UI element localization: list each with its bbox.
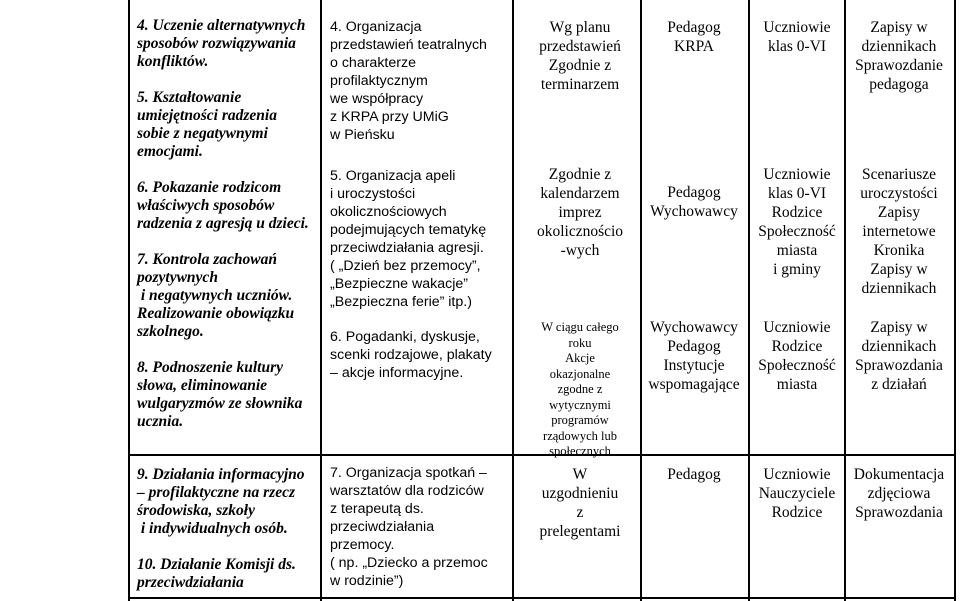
table-border-left (128, 0, 130, 601)
deadline-task-4: Wg planu przedstawień Zgodnie z terminarzem (539, 19, 621, 93)
task-5: 5. Organizacja apeli i uroczystości okolicznościowych podejmujących tematykę przeciwdziałania agresji. ( „Dzień bez przemocy”, „Bezpieczne wakacje” „Bezpieczna ferie” itp.) (330, 168, 487, 310)
evaluation-task-5: Scenariusze uroczystości Zapisy internetowe Kronika Zapisy w dziennikach (860, 166, 938, 297)
recipients-task-4: Uczniowie klas 0-VI (763, 19, 831, 55)
table-border-right (954, 0, 956, 601)
goals-cell-row2: 9. Działania informacyjno – profilaktyczne na rzecz środowiska, szkoły i indywidualnych osób. 10. Działanie Komisji ds. przeciwdziałania (137, 466, 305, 591)
responsible-task-4: Pedagog KRPA (667, 19, 721, 55)
responsible-task-6: Wychowawcy Pedagog Instytucje wspomagające (648, 319, 740, 393)
table-border-bottom (128, 597, 956, 599)
evaluation-task-4: Zapisy w dziennikach Sprawozdanie pedagoga (855, 19, 943, 93)
responsible-task-5: Pedagog Wychowawcy (650, 184, 738, 220)
responsible-task-7: Pedagog (667, 466, 721, 483)
evaluation-task-6: Zapisy w dziennikach Sprawozdania z działań (855, 319, 943, 393)
task-6: 6. Pogadanki, dyskusje, scenki rodzajowe, plakaty – akcje informacyjne. (330, 329, 492, 381)
recipients-task-5: Uczniowie klas 0-VI Rodzice Społeczność miasta i gminy (758, 166, 836, 278)
task-7: 7. Organizacja spotkań – warsztatów dla rodziców z terapeutą ds. przeciwdziałania przemocy. ( np. „Dziecko a przemoc w rodzinie”) (330, 465, 488, 589)
column-divider-3 (640, 0, 642, 601)
deadline-task-6: W ciągu całego roku Akcje okazjonalne zgodne z wytycznymi programów rządowych lub społecznych (541, 320, 619, 458)
task-4: 4. Organizacja przedstawień teatralnych o charakterze profilaktycznym we współpracy z KRPA przy UMiG w Pieńsku (330, 19, 487, 143)
recipients-task-6: Uczniowie Rodzice Społeczność miasta (758, 319, 836, 393)
goals-cell-row1: 4. Uczenie alternatywnych sposobów rozwiązywania konfliktów. 5. Kształtowanie umiejętności radzenia sobie z negatywnymi emocjami. 6. Pokazanie rodzicom właściwych sposobów radzenia z agresją u dzieci. 7. Kontrola zachowań pozytywnych i negatywnych uczniów. Realizowanie obowiązku szkolnego. 8. Podnoszenie kultury słowa, eliminowanie wulgaryzmów ze słownika ucznia. (137, 17, 309, 430)
recipients-task-7: Uczniowie Nauczyciele Rodzice (758, 466, 836, 521)
deadline-task-7: W uzgodnieniu z prelegentami (539, 466, 621, 540)
column-divider-1 (320, 0, 322, 601)
evaluation-task-7: Dokumentacja zdjęciowa Sprawozdania (853, 466, 945, 521)
deadline-task-5: Zgodnie z kalendarzem imprez okolicznościo -wych (536, 166, 624, 259)
